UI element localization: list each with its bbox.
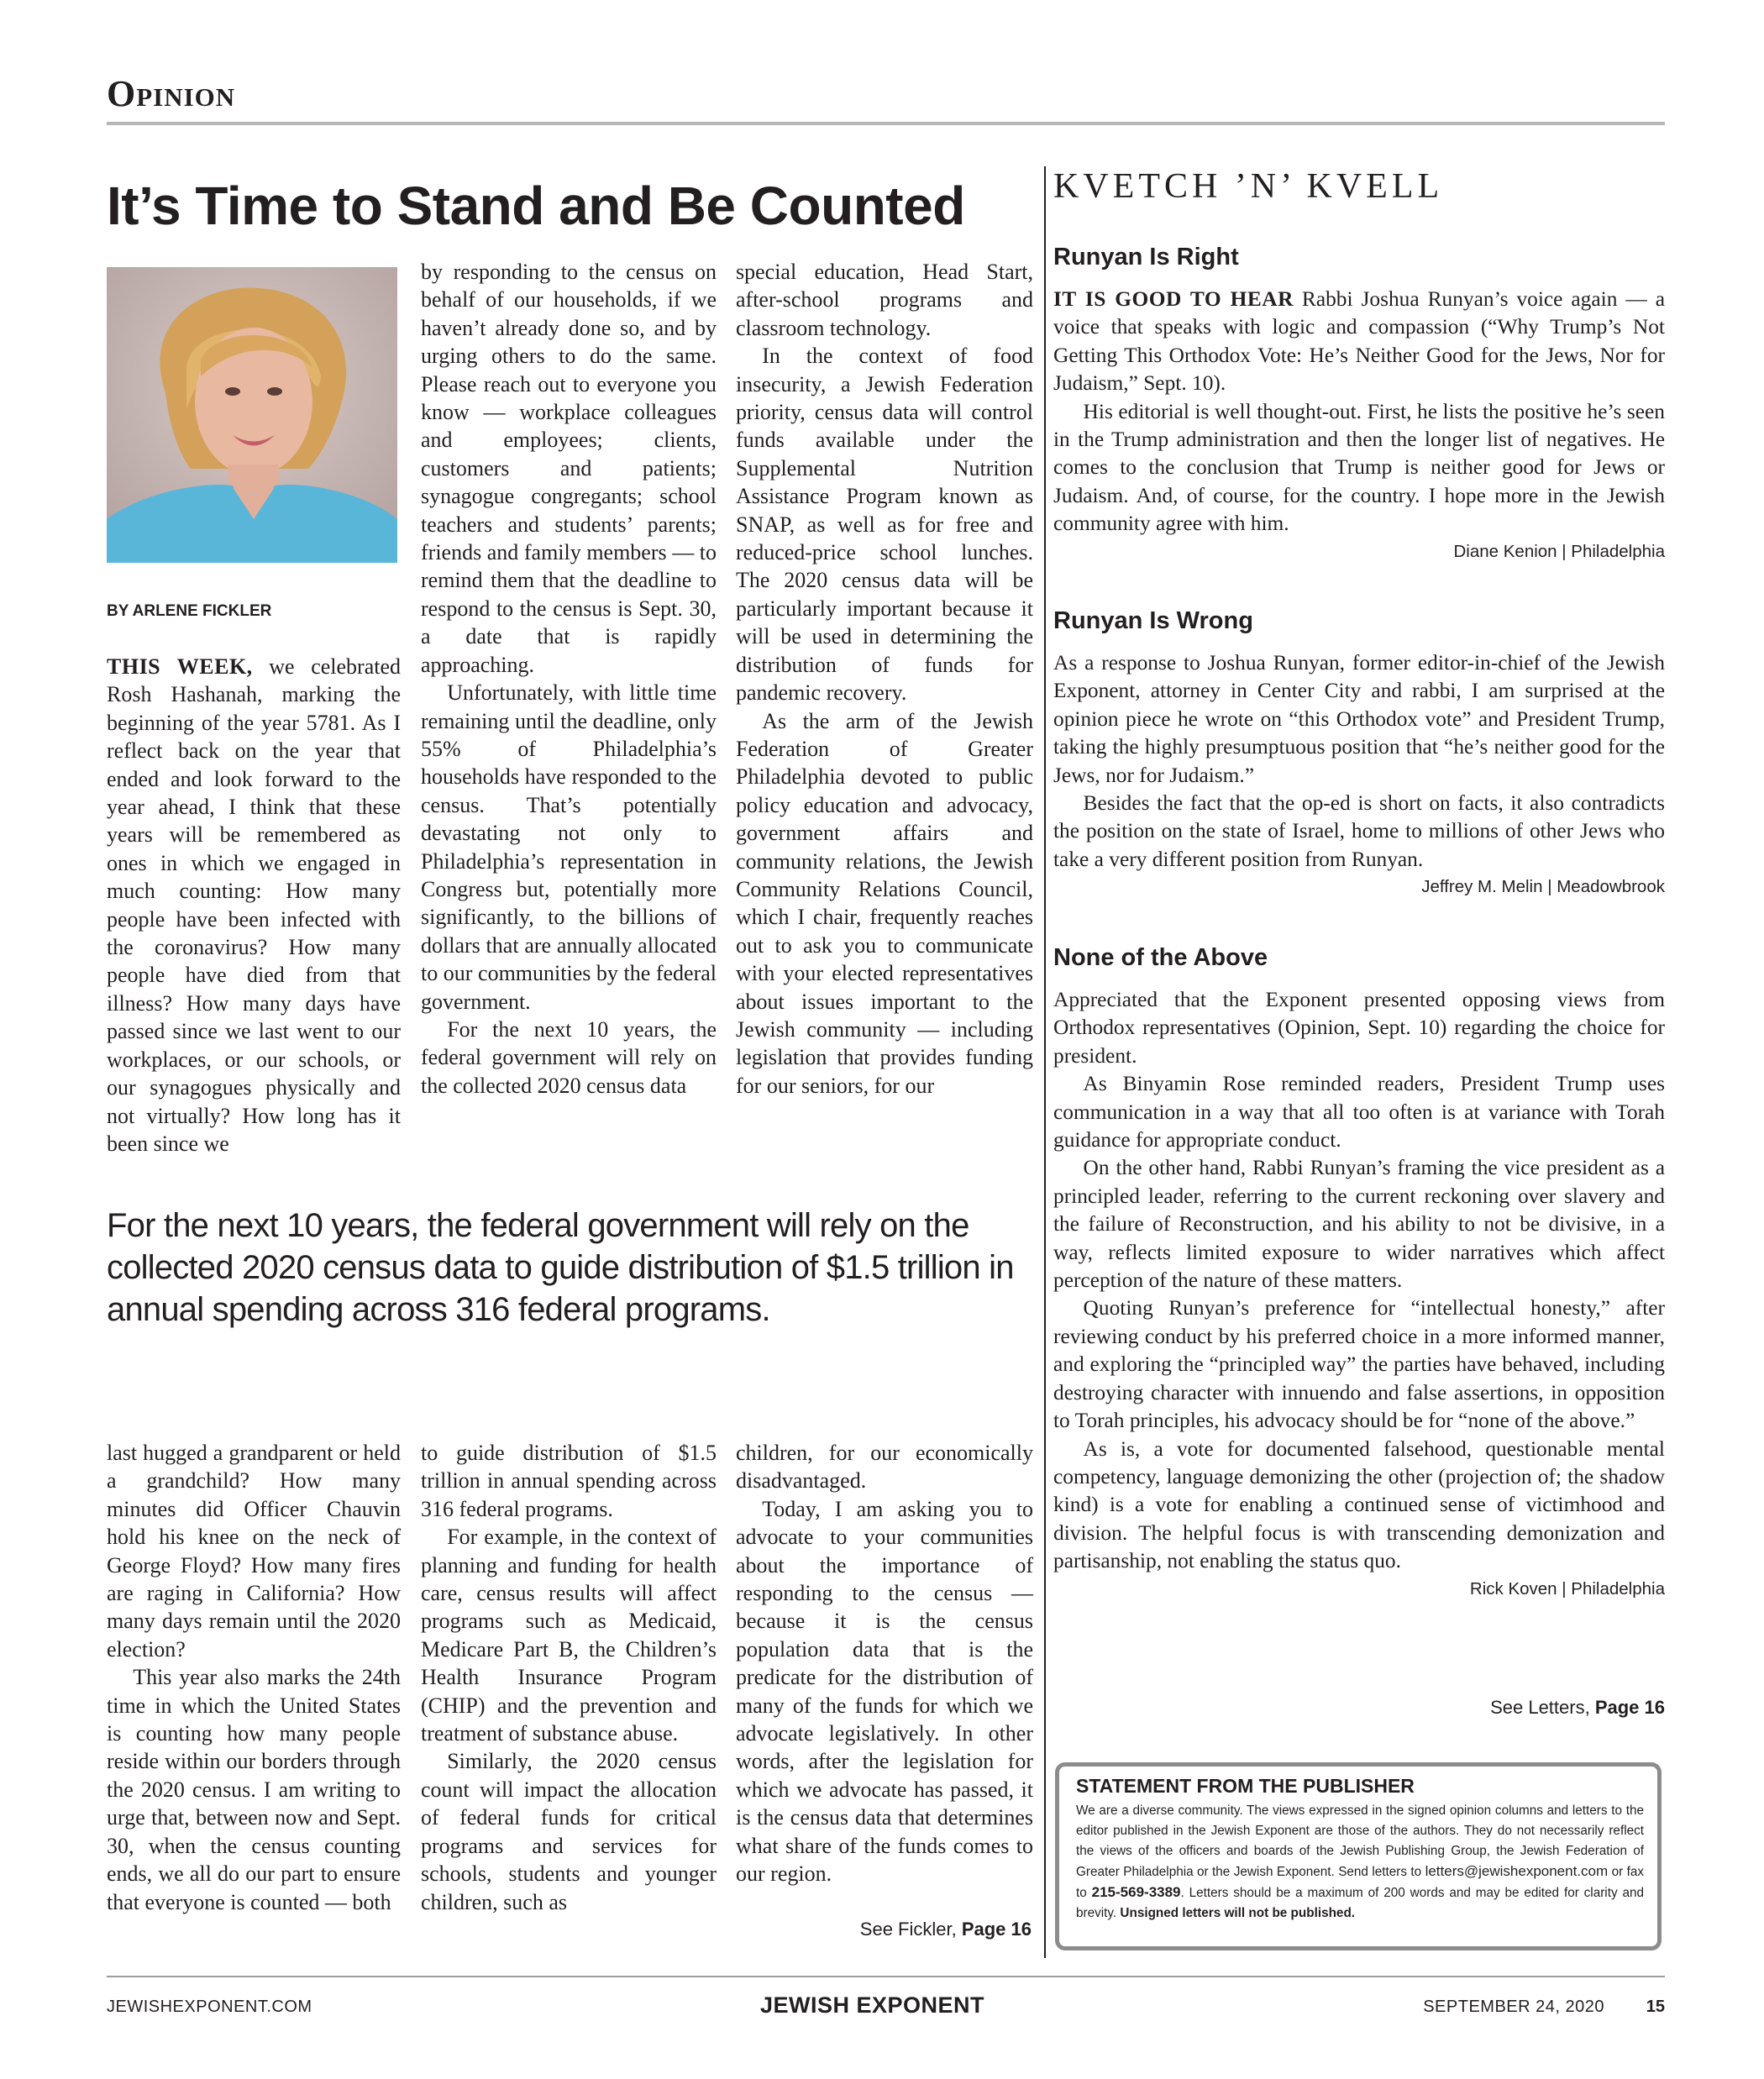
footer-rule (107, 1976, 1665, 1977)
letter-heading: Runyan Is Right (1053, 244, 1239, 270)
letter-body (1053, 986, 1665, 1603)
article-column-3 (736, 258, 1033, 1100)
article-lead: THIS WEEK, (107, 654, 253, 679)
letters-continuation-link[interactable] (1490, 1697, 1665, 1719)
article-column-1 (107, 653, 401, 1158)
letter-paragraph: Appreciated that the Exponent presented opposing views from Orthodox representatives (Opinion, Sept. 10) regarding the choice for president. (1053, 988, 1665, 1068)
jump-label: See Fickler, (859, 1919, 962, 1940)
column-divider (1044, 166, 1046, 1958)
letter-paragraph: As is, a vote for documented falsehood, questionable mental competency, language demonizing the other (projection of; the shadow kind) is a vote for enabling a continued sense of victimhood and division. The helpful focus is with transcending demonization and partisanship, not enabling the status quo. (1053, 1436, 1665, 1573)
letter-body (1053, 649, 1665, 900)
letter-paragraph: As a response to Joshua Runyan, former editor-in-chief of the Jewish Exponent, attorney in Center City and rabbi, I am surprised at the opinion piece he wrote on “this Orthodox vote” and President Trump, taking the highly presumptuous position that “he’s neither good for the Jews, nor for Judaism.” (1053, 651, 1665, 787)
footer-date: SEPTEMBER 24, 2020 (1423, 1998, 1604, 2016)
letters-email[interactable]: letters@jewishexponent.com (1425, 1863, 1609, 1879)
byline: BY ARLENE FICKLER (107, 602, 272, 620)
fax-number: 215-569-3389 (1091, 1884, 1181, 1900)
letter-paragraph: Quoting Runyan’s preference for “intellectual honesty,” after reviewing conduct by his preferred choice in a more informed manner, and exploring the “principled way” the parties have behaved, including destroying character with innuendo and false assertions, in opposition to Torah principles, his advocacy should be for “none of the above.” (1053, 1296, 1665, 1433)
article-paragraph: For the next 10 years, the federal government will rely on the collected 2020 census data (421, 1016, 717, 1098)
statement-text: We are a diverse community. The views expressed in the signed opinion columns and letters to the editor published in the Jewish Exponent are those of the authors. They do not necessarily reflect the views of the officers and boards of the Jewish Publishing Group, the Jewish Federation of Greater Philadelphia or the Jewish Exponent. Send letters to (1076, 1803, 1644, 1879)
letter-paragraph: His editorial is well thought-out. First, he lists the positive he’s seen in the Trump administration and then the longer list of negatives. He comes to the conclusion that Trump is neither good for Jews or Judaism. And, of course, for the country. I hope more in the Jewish community agree with him. (1053, 399, 1665, 536)
article-paragraph: Today, I am asking you to advocate to your communities about the importance of responding to the census — because it is the census population data that is the predicate for the distribution of many of the funds for which we advocate legislatively. In other words, after the legislation for which we advocate has passed, it is the census data that determines what share of the funds comes to our region. (736, 1496, 1033, 1887)
article-paragraph: last hugged a grandparent or held a grandchild? How many minutes did Officer Chauvin hold his knee on the neck of George Floyd? How many fires are raging in California? How many days remain until the 2020 election? (107, 1441, 401, 1662)
article-paragraph: In the context of food insecurity, a Jewish Federation priority, census data will control funds available under the Supplemental Nutrition Assistance Program known as SNAP, as well as for free and reduced-price school lunches. The 2020 census data will be particularly important because it will be used in determining the distribution of funds for pandemic recovery. (736, 344, 1033, 706)
jump-label: See Letters, (1490, 1697, 1595, 1718)
article-column-6 (736, 1439, 1033, 1888)
publisher-statement-text (1076, 1801, 1644, 1924)
letter-signature: Diane Kenion | Philadelphia (1453, 541, 1665, 561)
letter-paragraph: Besides the fact that the op-ed is short on facts, it also contradicts the position on the state of Israel, home to millions of other Jews who take a very different position from Runyan. (1053, 791, 1665, 871)
footer-website[interactable]: JEWISHEXPONENT.COM (107, 1998, 312, 2016)
footer-publication: JEWISH EXPONENT (760, 1992, 985, 2018)
article-paragraph: Unfortunately, with little time remaining until the deadline, only 55% of Philadelphia’s households have responded to the census. That’s potentially devastating not only to Philadelphia’s representation in Congress but, potentially more significantly, to the billions of dollars that are annually allocated to our communities by the federal government. (421, 680, 717, 1014)
article-column-2 (421, 258, 717, 1100)
headline: It’s Time to Stand and Be Counted (107, 176, 965, 236)
article-paragraph: by responding to the census on behalf of our households, if we haven’t already done so, and by urging others to do the same. Please reach out to everyone you know — workplace colleagues and employees; clients, customers and patients; synagogue congregants; school teachers and students’ parents; friends and family members — to remind them that the deadline to respond to the census is Sept. 30, a date that is rapidly approaching. (421, 260, 717, 677)
letter-body (1053, 286, 1665, 565)
article-paragraph: we celebrated Rosh Hashanah, marking the beginning of the year 5781. As I reflect back on the year that ended and look forward to the year ahead, I think that these years will be remembered as ones in which we engaged in much counting: How many people have been infected with the coronavirus? How many people have died from that illness? How many days have passed since we last went to our workplaces, or our schools, or our synagogues physically and not virtually? How long has it been since we (107, 654, 401, 1156)
letter-heading: None of the Above (1053, 944, 1268, 971)
article-continuation-link[interactable] (860, 1919, 1032, 1940)
letter-signature: Jeffrey M. Melin | Meadowbrook (1421, 877, 1665, 897)
page-number: 15 (1646, 1998, 1665, 2016)
statement-text: . Letters should be a maximum of 200 words and may be edited for clarity and brevity. (1076, 1886, 1644, 1920)
statement-text: or fax to (1076, 1865, 1645, 1900)
article-paragraph: children, for our economically disadvantaged. (736, 1441, 1033, 1494)
letter-paragraph: Rabbi Joshua Runyan’s voice again — a voice that speaks with logic and compassion (“Why Trump’s Not Getting This Orthodox Vote: He’s Neither Good for the Jews, Nor for Judaism,” Sept. 10). (1053, 287, 1665, 396)
letter-heading: Runyan Is Wrong (1053, 607, 1253, 634)
article-paragraph: As the arm of the Jewish Federation of Greater Philadelphia devoted to public policy education and advocacy, government affairs and community relations, the Jewish Community Relations Council, which I chair, frequently reaches out to ask you to communicate with your elected representatives about issues important to the Jewish community — including legislation that provides funding for our seniors, for our (736, 708, 1033, 1098)
article-column-4 (107, 1439, 401, 1916)
pull-quote: For the next 10 years, the federal government will rely on the collected 2020 census data to guide distribution of $1.5 trillion in annual spending across 316 federal programs. (107, 1207, 1014, 1328)
jump-page: Page 16 (961, 1919, 1032, 1940)
jump-page: Page 16 (1594, 1697, 1665, 1718)
letter-paragraph: On the other hand, Rabbi Runyan’s framing the vice president as a principled leader, referring to the current reckoning over slavery and the failure of Reconstruction, and his ability to not be divisive, in a way, reflects limited exposure to wider narratives which affect perception of the nature of these matters. (1053, 1156, 1665, 1293)
letters-section-title: KVETCH ’N’ KVELL (1053, 167, 1444, 206)
article-paragraph: to guide distribution of $1.5 trillion in annual spending across 316 federal programs. (421, 1441, 717, 1521)
letter-lead: IT IS GOOD TO HEAR (1053, 287, 1294, 311)
publisher-statement-box (1055, 1762, 1662, 1950)
author-photo (107, 267, 397, 563)
article-paragraph: Similarly, the 2020 census count will impact the allocation of federal funds for critical programs and services for schools, students and younger children, such as (421, 1749, 717, 1914)
letter-paragraph: As Binyamin Rose reminded readers, President Trump uses communication in a way that all too often is at variance with Torah guidance for appropriate conduct. (1053, 1072, 1665, 1152)
letter-signature: Rick Koven | Philadelphia (1469, 1578, 1665, 1599)
article-paragraph: For example, in the context of planning and funding for health care, census results will affect programs such as Medicaid, Medicare Part B, the Children’s Health Insurance Program (CHIP) and the prevention and treatment of substance abuse. (421, 1525, 717, 1746)
article-paragraph: This year also marks the 24th time in which the United States is counting how many people reside within our borders through the 2020 census. I am writing to urge that, between now and Sept. 30, when the census counting ends, we all do our part to ensure that everyone is counted — both (107, 1665, 401, 1914)
publisher-statement-title: STATEMENT FROM THE PUBLISHER (1076, 1775, 1415, 1797)
statement-emphasis: Unsigned letters will not be published. (1120, 1906, 1356, 1920)
section-label: Opinion (107, 73, 236, 114)
article-column-5 (421, 1439, 717, 1916)
article-paragraph: special education, Head Start, after-school programs and classroom technology. (736, 260, 1033, 340)
section-rule (107, 122, 1665, 125)
